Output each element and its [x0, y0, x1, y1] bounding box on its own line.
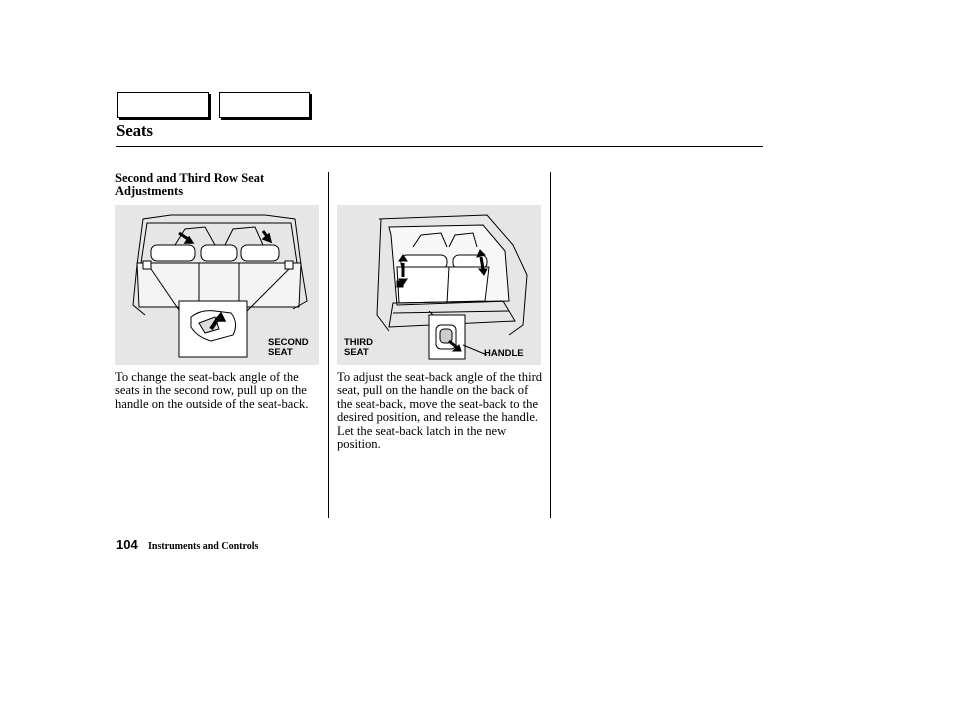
page-title: Seats: [116, 121, 153, 140]
page-number: 104: [116, 537, 138, 552]
footer-section-name: Instruments and Controls: [148, 541, 259, 552]
second-seat-illustration: [115, 205, 319, 365]
title-divider: [116, 146, 763, 147]
column-divider-1: [328, 172, 329, 518]
second-seat-label: [268, 338, 309, 358]
second-seat-label-line1: SECOND: [268, 337, 309, 348]
column-divider-2: [550, 172, 551, 518]
handle-label: HANDLE: [484, 348, 524, 359]
third-seat-label-line2: SEAT: [344, 347, 369, 358]
header-tab-box-2: [219, 92, 310, 118]
third-seat-label: [344, 338, 373, 358]
third-seat-illustration: [337, 205, 541, 365]
paragraph-third-seat: To adjust the seat-back angle of the third seat, pull on the handle on the back of the seat-back, move the seat-back to the desired position, and release the handle. Let the seat-back latch in the new position.: [337, 370, 543, 452]
header-tab-box-1: [117, 92, 209, 118]
paragraph-second-seat: To change the seat-back angle of the seats in the second row, pull up on the handle on the outside of the seat-back.: [115, 370, 309, 411]
third-seat-label-line1: THIRD: [344, 337, 374, 348]
subheading: Second and Third Row Seat Adjustments: [115, 171, 265, 198]
second-seat-label-line2: SEAT: [268, 347, 293, 358]
